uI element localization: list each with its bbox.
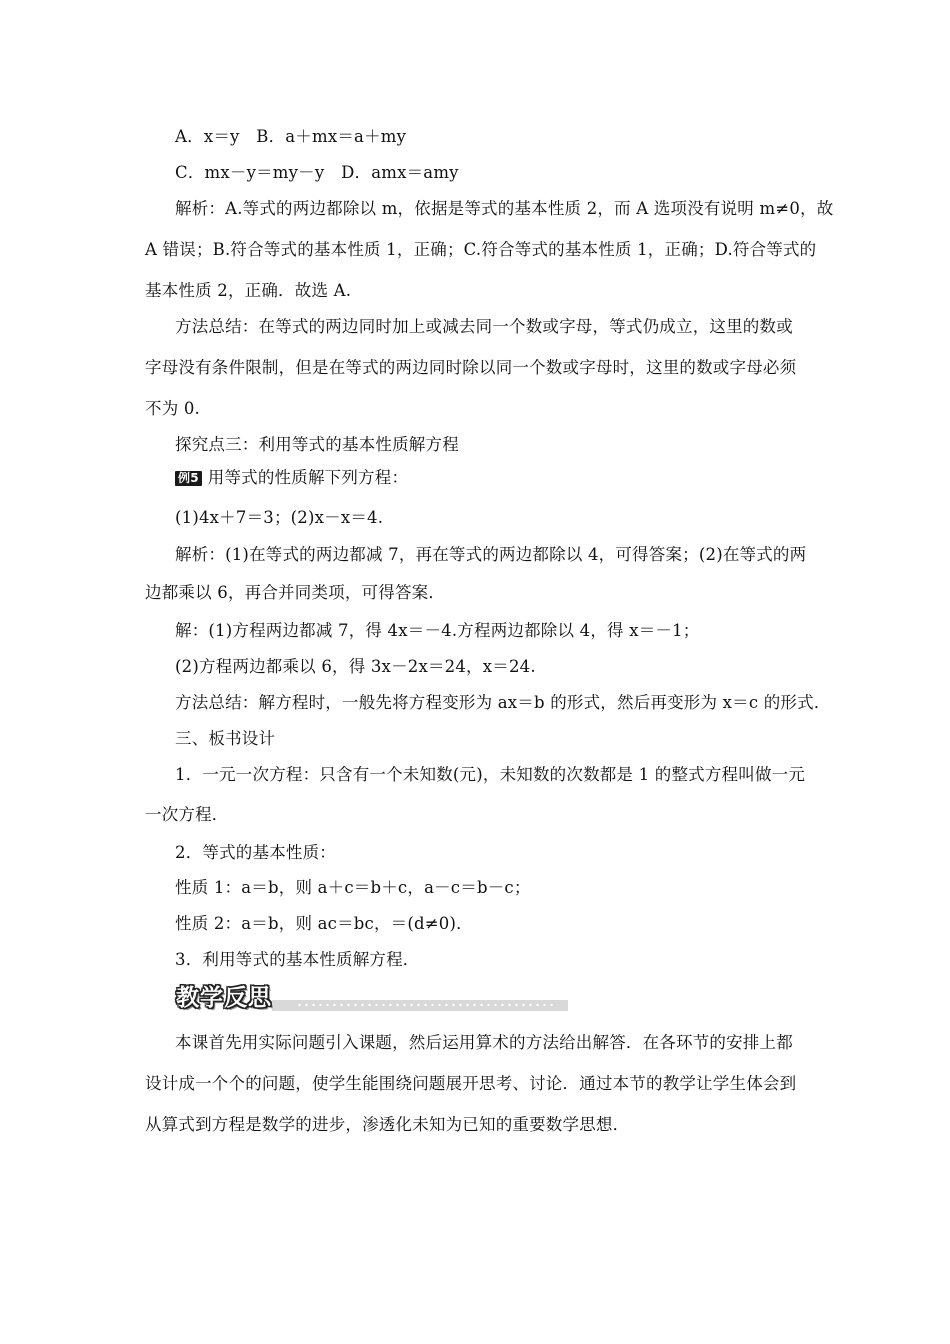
banner-dots — [296, 1001, 556, 1009]
option-c-d: C．mx－y＝my－y D．amx＝amy — [175, 163, 459, 182]
section-heading-board-design: 三、板书设计 — [175, 729, 276, 748]
method-summary-line-2: 字母没有条件限制，但是在等式的两边同时除以同一个数或字母时，这里的数或字母必须 — [145, 358, 797, 377]
example-5-prompt — [175, 467, 408, 489]
solution-line-1: 解：(1)方程两边都减 7，得 4x＝－4.方程两边都除以 4，得 x＝－1； — [175, 621, 700, 640]
option-a-b: A．x＝y B．a＋mx＝a＋my — [175, 127, 407, 146]
property-2: 性质 2：a＝b，则 ac＝bc，＝(d≠0)． — [175, 914, 473, 933]
analysis-line-1: 解析：A.等式的两边都除以 m，依据是等式的基本性质 2，而 A 选项没有说明 m≠0，故 — [175, 199, 834, 218]
solution-line-2: (2)方程两边都乘以 6，得 3x－2x＝24，x＝24. — [175, 657, 536, 676]
example-badge: 例5 — [175, 471, 202, 486]
reflection-title: 教学反思 — [176, 985, 272, 1011]
analysis-line-2: A 错误；B.符合等式的基本性质 1，正确；C.符合等式的基本性质 1，正确；D.符合等式的 — [145, 240, 817, 259]
analysis-line-3: 基本性质 2，正确．故选 A. — [145, 281, 352, 300]
reflection-banner — [176, 984, 568, 1012]
section-heading-explore-3: 探究点三：利用等式的基本性质解方程 — [175, 435, 459, 454]
example-analysis-line-2: 边都乘以 6，再合并同类项，可得答案． — [145, 583, 446, 602]
method-summary-line-3: 不为 0. — [145, 399, 200, 418]
board-item-1-line-2: 一次方程． — [145, 805, 229, 824]
board-item-2: 2．等式的基本性质： — [175, 843, 336, 862]
board-item-3: 3．利用等式的基本性质解方程． — [175, 950, 420, 969]
board-item-1-line-1: 1．一元一次方程：只含有一个未知数(元)，未知数的次数都是 1 的整式方程叫做一元 — [175, 765, 806, 784]
example-5-text: 用等式的性质解下列方程： — [207, 468, 409, 487]
property-1: 性质 1：a＝b，则 a＋c＝b＋c，a－c＝b－c； — [175, 878, 531, 897]
reflection-line-2: 设计成一个个的问题，使学生能围绕问题展开思考、讨论．通过本节的教学让学生体会到 — [145, 1074, 797, 1093]
equations: (1)4x＋7＝3；(2)x－x＝4. — [175, 508, 384, 527]
method-summary-line-1: 方法总结：在等式的两边同时加上或减去同一个数或字母，等式仍成立，这里的数或 — [175, 317, 793, 336]
method-summary-2: 方法总结：解方程时，一般先将方程变形为 ax＝b 的形式，然后再变形为 x＝c 的形式． — [175, 693, 831, 712]
reflection-line-1: 本课首先用实际问题引入课题，然后运用算术的方法给出解答．在各环节的安排上都 — [175, 1033, 793, 1052]
reflection-line-3: 从算式到方程是数学的进步，渗透化未知为已知的重要数学思想． — [145, 1115, 630, 1134]
example-analysis-line-1: 解析：(1)在等式的两边都减 7，再在等式的两边都除以 4，可得答案；(2)在等式的两 — [175, 545, 807, 564]
